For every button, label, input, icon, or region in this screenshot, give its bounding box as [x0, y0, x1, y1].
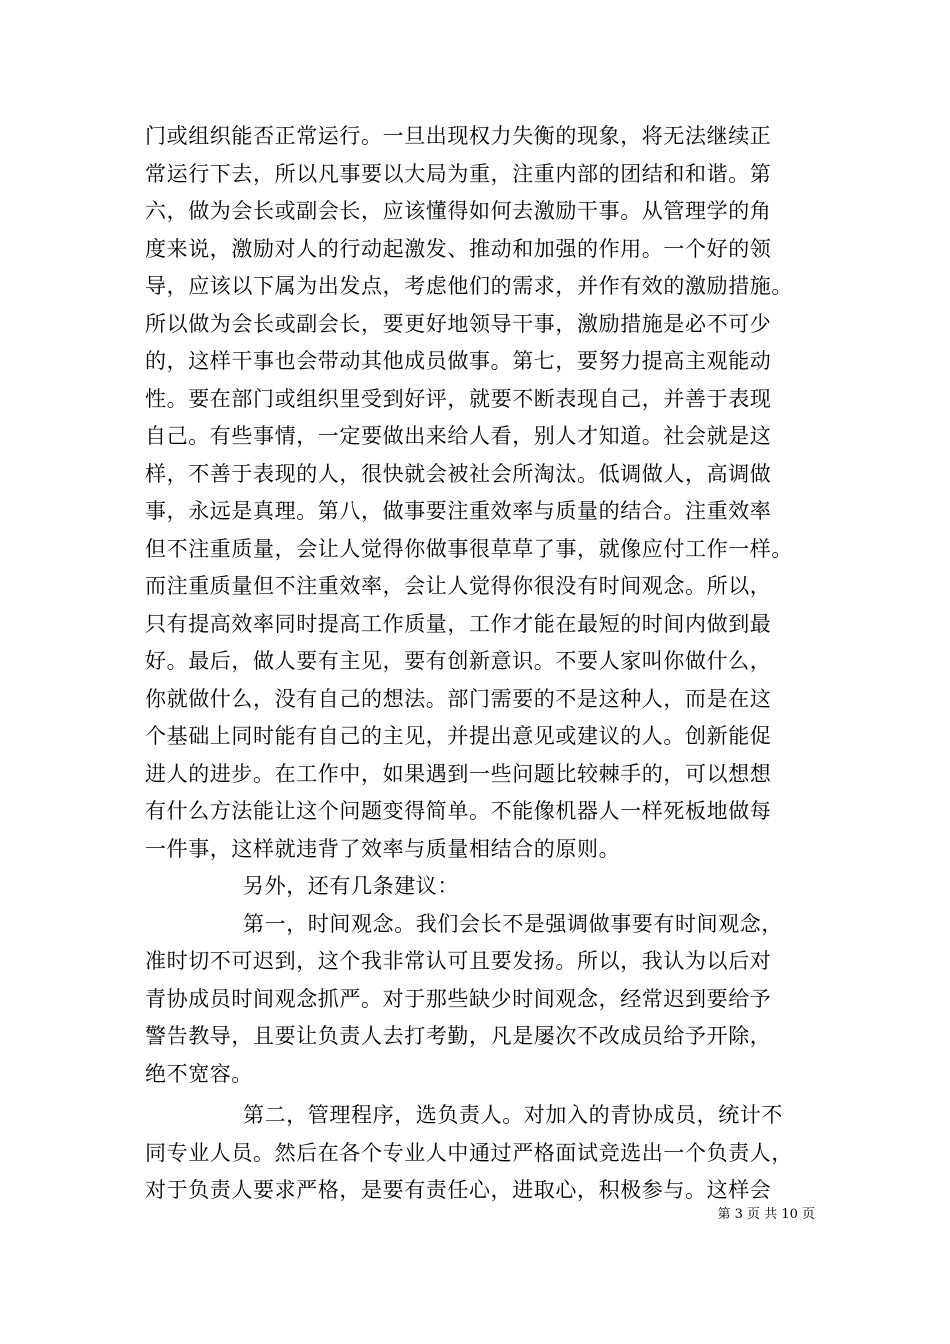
text-line: 对于负责人要求严格，是要有责任心，进取心，积极参与。这样会 — [145, 1178, 772, 1202]
text-line: 第二，管理程序，选负责人。对加入的青协成员，统计不 — [243, 1103, 783, 1127]
text-line: 而注重质量但不注重效率，会让人觉得你很没有时间观念。所以， — [145, 574, 772, 598]
text-line: 但不注重质量，会让人觉得你做事很草草了事，就像应付工作一样。 — [145, 536, 793, 561]
text-line: 一件事，这样就违背了效率与质量相结合的原则。 — [145, 836, 621, 861]
text-line: 你就做什么，没有自己的想法。部门需要的不是这种人，而是在这 — [145, 686, 772, 711]
text-line: 青协成员时间观念抓严。对于那些缺少时间观念，经常迟到要给予 — [145, 986, 772, 1011]
text-line: 自己。有些事情，一定要做出来给人看，别人才知道。社会就是这 — [145, 424, 772, 448]
text-line: 门或组织能否正常运行。一旦出现权力失衡的现象，将无法继续正 — [145, 124, 772, 148]
text-line: 好。最后，做人要有主见，要有创新意识。不要人家叫你做什么， — [145, 649, 772, 673]
body-text — [145, 118, 815, 1210]
text-line: 常运行下去，所以凡事要以大局为重，注重内部的团结和和谐。第 — [145, 161, 772, 186]
text-line: 第一，时间观念。我们会长不是强调做事要有时间观念， — [243, 911, 783, 936]
text-line: 另外，还有几条建议： — [243, 874, 459, 898]
page-number: 第 3 页 共 10 页 — [717, 1207, 815, 1222]
text-line: 绝不宽容。 — [145, 1061, 253, 1086]
text-line: 导，应该以下属为出发点，考虑他们的需求，并作有效的激励措施。 — [145, 274, 793, 298]
text-line: 事，永远是真理。第八，做事要注重效率与质量的结合。注重效率 — [145, 499, 772, 523]
text-line: 所以做为会长或副会长，要更好地领导干事，激励措施是必不可少 — [145, 311, 772, 336]
text-line: 进人的进步。在工作中，如果遇到一些问题比较棘手的，可以想想 — [145, 761, 772, 786]
text-line: 只有提高效率同时提高工作质量，工作才能在最短的时间内做到最 — [145, 611, 772, 636]
text-line: 六，做为会长或副会长，应该懂得如何去激励干事。从管理学的角 — [145, 199, 772, 223]
text-line: 准时切不可迟到，这个我非常认可且要发扬。所以，我认为以后对 — [145, 949, 772, 973]
text-line: 性。要在部门或组织里受到好评，就要不断表现自己，并善于表现 — [145, 386, 772, 411]
text-line: 有什么方法能让这个问题变得简单。不能像机器人一样死板地做每 — [145, 799, 772, 823]
text-line: 同专业人员。然后在各个专业人中通过严格面试竞选出一个负责人， — [145, 1140, 793, 1165]
text-line: 度来说，激励对人的行动起激发、推动和加强的作用。一个好的领 — [145, 236, 772, 261]
text-line: 的，这样干事也会带动其他成员做事。第七，要努力提高主观能动 — [145, 349, 772, 373]
text-line: 个基础上同时能有自己的主见，并提出意见或建议的人。创新能促 — [145, 724, 772, 748]
text-line: 警告教导，且要让负责人去打考勤，凡是屡次不改成员给予开除， — [145, 1024, 772, 1048]
text-line: 样，不善于表现的人，很快就会被社会所淘汰。低调做人，高调做 — [145, 461, 772, 486]
